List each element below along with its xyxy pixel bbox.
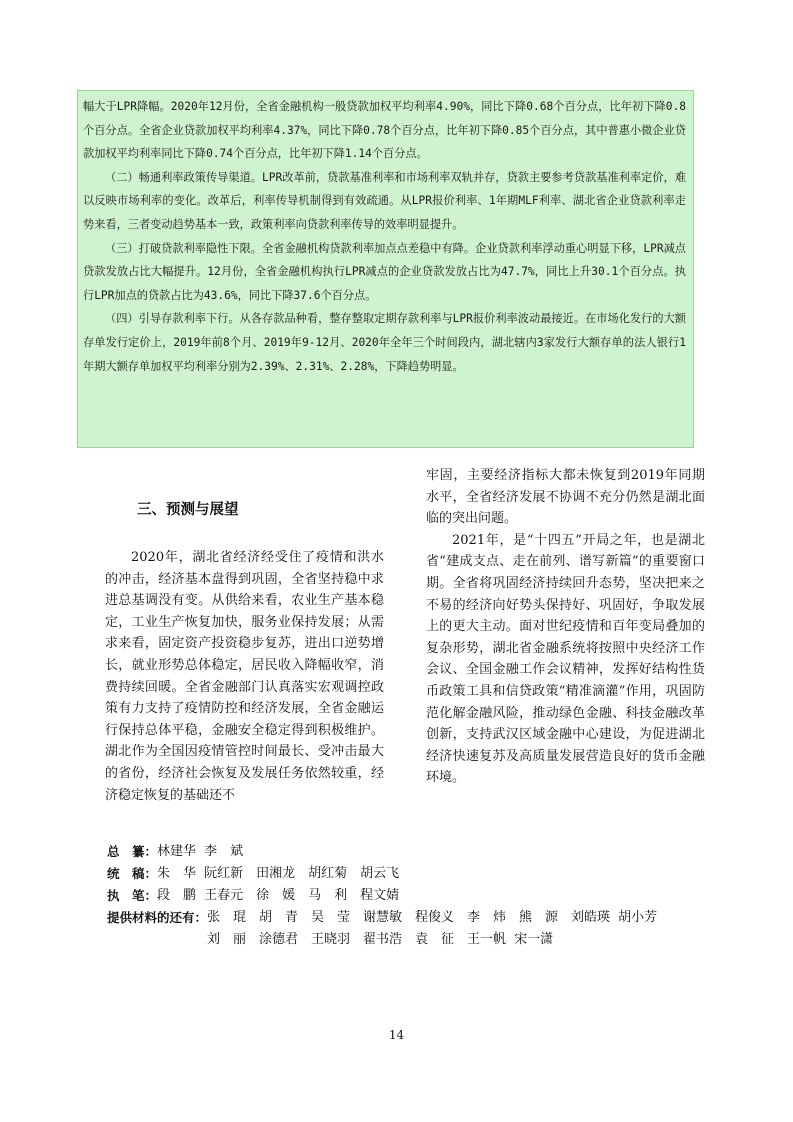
- box-paragraph-3: （三）打破贷款利率隐性下限。全省金融机构贷款利率加点点差稳中有降。企业贷款利率浮动重心明显下移，LPR减点贷款发放占比大幅提升。12月份，全省金融机构执行LPR减点的企业贷款发放占比为47.7%，同比上升30.1个百分点。执行LPR加点的贷款占比为43.6%，同比下降37.6个百分点。: [83, 241, 686, 302]
- credit-names: 林建华 李 斌: [157, 844, 244, 859]
- credit-names: 张 琨 胡 青 吴 莹 谢慧敏 程俊义 李 炜 熊 源 刘皓瑛 胡小芳: [207, 910, 658, 925]
- box-paragraph-2: （二）畅通利率政策传导渠道。LPR改革前，贷款基准利率和市场利率双轨并存，贷款主要参考贷款基准利率定价，难以反映市场利率的变化。改革后，利率传导机制得到有效疏通。从LPR报价利率、1年期MLF利率、湖北省企业贷款利率走势来看，三者变动趋势基本一致，政策利率向贷款利率传导的效率明显提升。: [83, 170, 686, 231]
- box-paragraph-1: 幅大于LPR降幅。2020年12月份，全省金融机构一般贷款加权平均利率4.90%，同比下降0.68个百分点，比年初下降0.8个百分点。全省企业贷款加权平均利率4.37%，同比下降0.78个百分点，比年初下降0.85个百分点，其中普惠小微企业贷款加权平均利率同比下降0.74个百分点，比年初下降1.14个百分点。: [83, 100, 686, 161]
- credit-names: 段 鹏 王春元 徐 媛 马 利 程文婧: [157, 888, 400, 903]
- right-column: [426, 465, 705, 789]
- credit-label: 执 笔：: [107, 888, 158, 903]
- outlook-paragraph-1: 2020年，湖北省经济经受住了疫情和洪水的冲击，经济基本盘得到巩固，全省坚持稳中求进总基调没有变。从供给来看，农业生产基本稳定，工业生产恢复加快，服务业保持发展；从需求来看，固定资产投资稳步复苏，进出口逆势增长，就业形势总体稳定，居民收入降幅收窄，消费持续回暖。全省金融部门认真落实宏观调控政策有力支持了疫情防控和经济发展，全省金融运行保持总体平稳，金融安全稳定得到积极维护。湖北作为全国因疫情管控时间最长、受冲击最大的省份，经济社会恢复及发展任务依然较重，经济稳定恢复的基础还不: [105, 550, 384, 803]
- credit-label: 统 稿：: [107, 866, 158, 881]
- credit-row-writers: [107, 885, 707, 907]
- outlook-paragraph-1-continued: 牢固，主要经济指标大都未恢复到2019年同期水平，全省经济发展不协调不充分仍然是湖北面临的突出问题。: [426, 468, 705, 527]
- green-box: [77, 90, 694, 448]
- credit-names: 刘 丽 涂德君 王晓羽 翟书浩 袁 征 王一帆 宋一潇: [207, 932, 554, 947]
- box-paragraph-4: （四）引导存款利率下行。从各存款品种看，整存整取定期存款利率与LPR报价利率波动最接近。在市场化发行的大额存单发行定价上，2019年前8个月、2019年9-12月、2020年全年三个时间段内，湖北辖内3家发行大额存单的法人银行1年期大额存单加权平均利率分别为2.39%、2.31%、2.28%，下降趋势明显。: [83, 312, 686, 373]
- credit-row-compiler: [107, 863, 707, 885]
- outlook-paragraph-2: 2021年，是“十四五”开局之年，也是湖北省“建成支点、走在前列、谱写新篇”的重要窗口期。全省将巩固经济持续回升态势，坚决把来之不易的经济向好势头保持好、巩固好，争取发展上的更大主动。面对世纪疫情和百年变局叠加的复杂形势，湖北省金融系统将按照中央经济工作会议、全国金融工作会议精神，发挥好结构性货币政策工具和信贷政策“精准滴灌”作用，巩固防范化解金融风险，推动绿色金融、科技金融改革创新，支持武汉区域金融中心建设，为促进湖北经济快速复苏及高质量发展营造良好的货币金融环境。: [426, 532, 705, 786]
- credit-row-editor: [107, 841, 707, 863]
- credit-row-contributors-continued: [107, 929, 707, 951]
- credit-names: 朱 华 阮红新 田湘龙 胡红菊 胡云飞: [157, 866, 400, 881]
- credit-label: 提供材料的还有：: [107, 910, 208, 925]
- left-column: [105, 465, 384, 806]
- credit-row-contributors: [107, 907, 707, 929]
- credits: [107, 841, 707, 951]
- credit-label: 总 纂：: [107, 844, 158, 859]
- page-number: 14: [388, 1028, 405, 1042]
- section-title: 三、预测与展望: [137, 502, 239, 518]
